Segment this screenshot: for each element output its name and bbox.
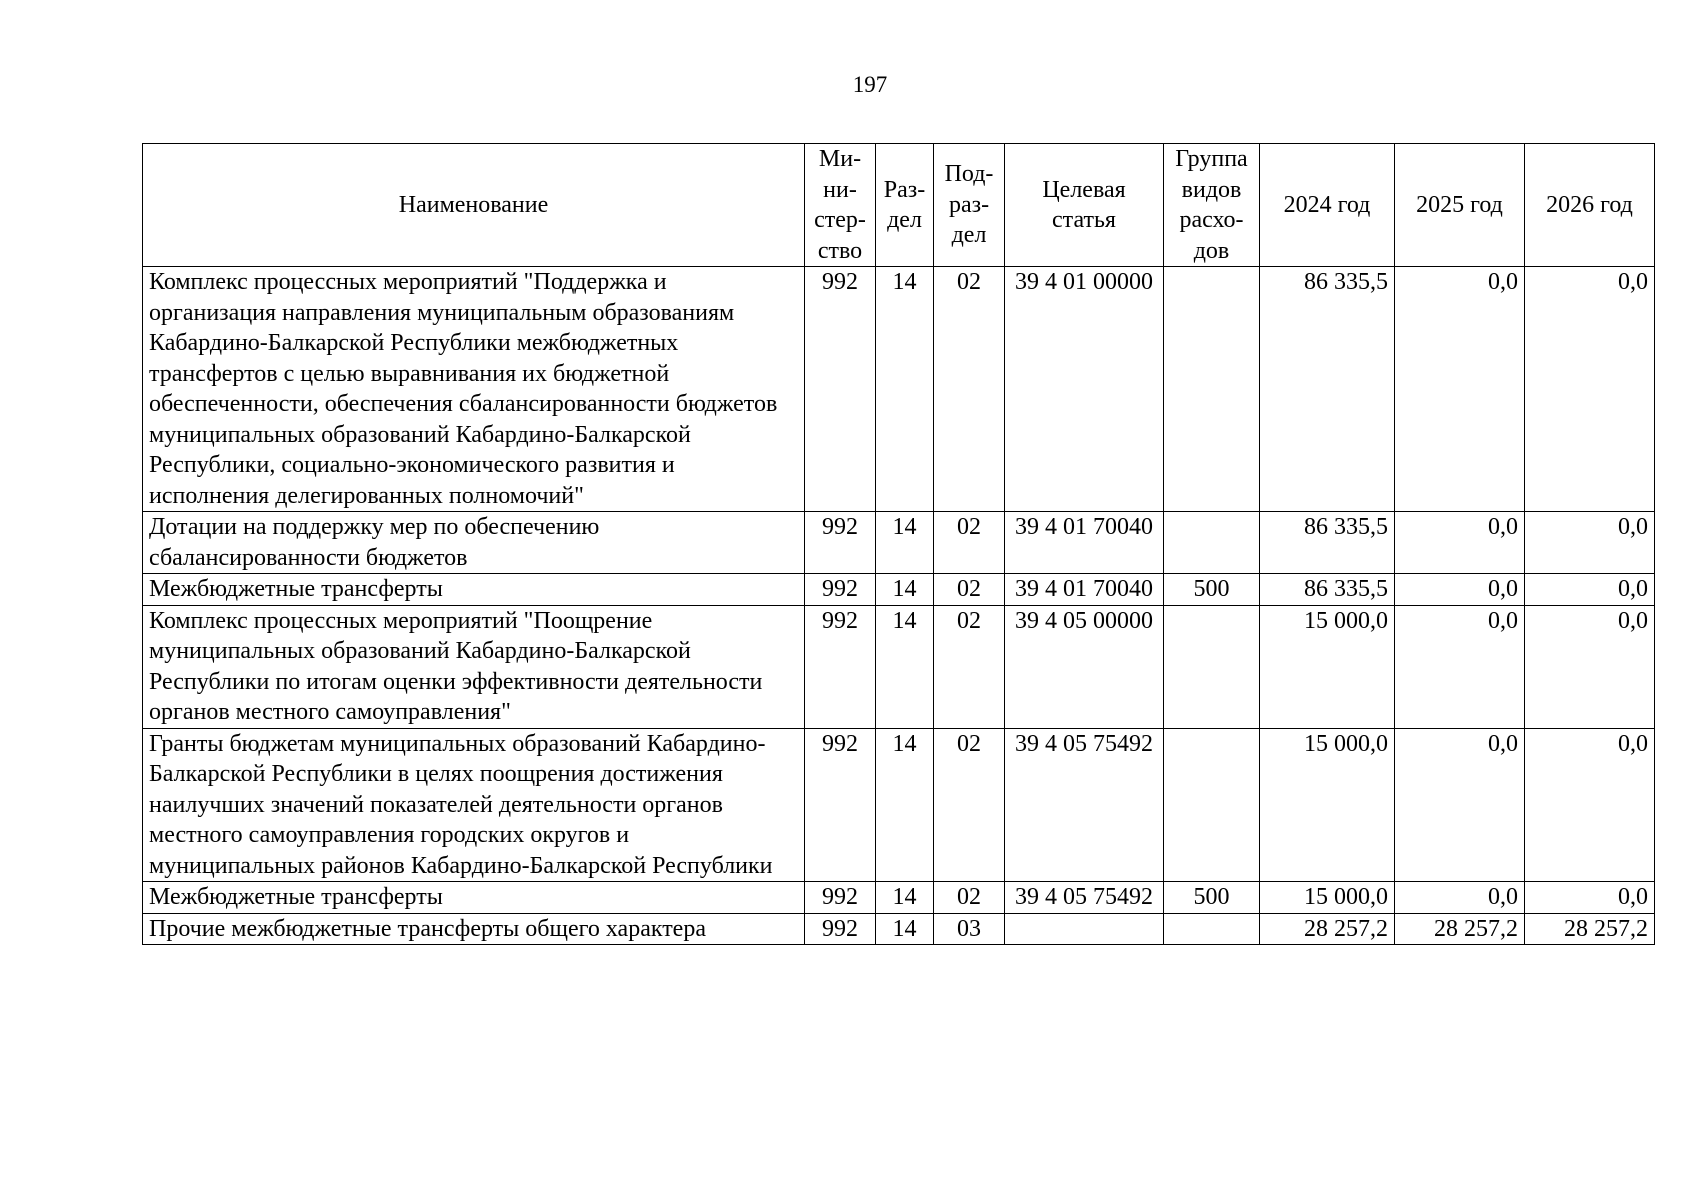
row-year-2026: 0,0 xyxy=(1525,605,1655,728)
header-target-article: Целевая статья xyxy=(1005,144,1164,267)
header-year-2024: 2024 год xyxy=(1260,144,1395,267)
row-year-2026: 0,0 xyxy=(1525,882,1655,914)
row-subsection: 02 xyxy=(934,574,1005,606)
row-expense-group xyxy=(1164,913,1260,945)
row-section: 14 xyxy=(876,512,934,574)
table-row xyxy=(143,913,1655,945)
table-row xyxy=(143,605,1655,728)
row-target-article: 39 4 05 00000 xyxy=(1005,605,1164,728)
header-section: Раз- дел xyxy=(876,144,934,267)
row-expense-group xyxy=(1164,605,1260,728)
row-section: 14 xyxy=(876,267,934,512)
row-subsection: 02 xyxy=(934,882,1005,914)
header-ministry: Ми- ни- стер- ство xyxy=(805,144,876,267)
table-row xyxy=(143,728,1655,882)
row-year-2024: 15 000,0 xyxy=(1260,882,1395,914)
row-target-article xyxy=(1005,913,1164,945)
row-section: 14 xyxy=(876,605,934,728)
row-section: 14 xyxy=(876,882,934,914)
row-expense-group xyxy=(1164,728,1260,882)
row-name: Комплекс процессных мероприятий "Поощрение муниципальных образований Кабардино-Балкарской Республики по итогам оценки эффективности деятельности органов местного самоуправления" xyxy=(143,605,805,728)
row-subsection: 02 xyxy=(934,512,1005,574)
row-section: 14 xyxy=(876,913,934,945)
table-row xyxy=(143,512,1655,574)
row-target-article: 39 4 05 75492 xyxy=(1005,882,1164,914)
row-subsection: 03 xyxy=(934,913,1005,945)
row-ministry: 992 xyxy=(805,605,876,728)
row-year-2025: 0,0 xyxy=(1395,512,1525,574)
row-name: Комплекс процессных мероприятий "Поддержка и организация направления муниципальным образованиям Кабардино-Балкарской Республики межбюджетных трансфертов с целью выравнивания их бюджетной обеспеченности, обеспечения сбалансированности бюджетов муниципальных образований Кабардино-Балкарской Республики, социально-экономического развития и исполнения делегированных полномочий" xyxy=(143,267,805,512)
row-year-2025: 0,0 xyxy=(1395,605,1525,728)
row-ministry: 992 xyxy=(805,574,876,606)
row-ministry: 992 xyxy=(805,913,876,945)
budget-table xyxy=(142,143,1655,945)
page-number: 197 xyxy=(852,72,888,97)
row-year-2024: 15 000,0 xyxy=(1260,728,1395,882)
row-subsection: 02 xyxy=(934,267,1005,512)
row-year-2025: 28 257,2 xyxy=(1395,913,1525,945)
row-name: Межбюджетные трансферты xyxy=(143,882,805,914)
header-year-2025: 2025 год xyxy=(1395,144,1525,267)
row-year-2025: 0,0 xyxy=(1395,267,1525,512)
row-ministry: 992 xyxy=(805,512,876,574)
row-year-2024: 28 257,2 xyxy=(1260,913,1395,945)
row-subsection: 02 xyxy=(934,728,1005,882)
header-subsection: Под- раз- дел xyxy=(934,144,1005,267)
row-year-2026: 0,0 xyxy=(1525,574,1655,606)
row-year-2025: 0,0 xyxy=(1395,728,1525,882)
row-expense-group: 500 xyxy=(1164,574,1260,606)
row-target-article: 39 4 05 75492 xyxy=(1005,728,1164,882)
row-expense-group: 500 xyxy=(1164,882,1260,914)
row-year-2024: 86 335,5 xyxy=(1260,574,1395,606)
row-year-2025: 0,0 xyxy=(1395,574,1525,606)
row-name: Межбюджетные трансферты xyxy=(143,574,805,606)
table-row xyxy=(143,267,1655,512)
row-name: Прочие межбюджетные трансферты общего характера xyxy=(143,913,805,945)
row-ministry: 992 xyxy=(805,728,876,882)
row-name: Гранты бюджетам муниципальных образований Кабардино-Балкарской Республики в целях поощрения достижения наилучших значений показателей деятельности органов местного самоуправления городских округов и муниципальных районов Кабардино-Балкарской Республики xyxy=(143,728,805,882)
row-year-2026: 0,0 xyxy=(1525,267,1655,512)
row-target-article: 39 4 01 70040 xyxy=(1005,574,1164,606)
header-name: Наименование xyxy=(143,144,805,267)
row-target-article: 39 4 01 00000 xyxy=(1005,267,1164,512)
header-year-2026: 2026 год xyxy=(1525,144,1655,267)
row-subsection: 02 xyxy=(934,605,1005,728)
row-ministry: 992 xyxy=(805,882,876,914)
header-expense-group: Группа видов расхо- дов xyxy=(1164,144,1260,267)
row-target-article: 39 4 01 70040 xyxy=(1005,512,1164,574)
table-header-row xyxy=(143,144,1655,267)
row-year-2026: 0,0 xyxy=(1525,728,1655,882)
row-year-2025: 0,0 xyxy=(1395,882,1525,914)
row-year-2026: 0,0 xyxy=(1525,512,1655,574)
row-section: 14 xyxy=(876,574,934,606)
row-expense-group xyxy=(1164,512,1260,574)
row-year-2024: 86 335,5 xyxy=(1260,512,1395,574)
row-ministry: 992 xyxy=(805,267,876,512)
table-row xyxy=(143,574,1655,606)
row-year-2024: 86 335,5 xyxy=(1260,267,1395,512)
row-year-2026: 28 257,2 xyxy=(1525,913,1655,945)
row-year-2024: 15 000,0 xyxy=(1260,605,1395,728)
row-expense-group xyxy=(1164,267,1260,512)
table-row xyxy=(143,882,1655,914)
row-name: Дотации на поддержку мер по обеспечению сбалансированности бюджетов xyxy=(143,512,805,574)
row-section: 14 xyxy=(876,728,934,882)
